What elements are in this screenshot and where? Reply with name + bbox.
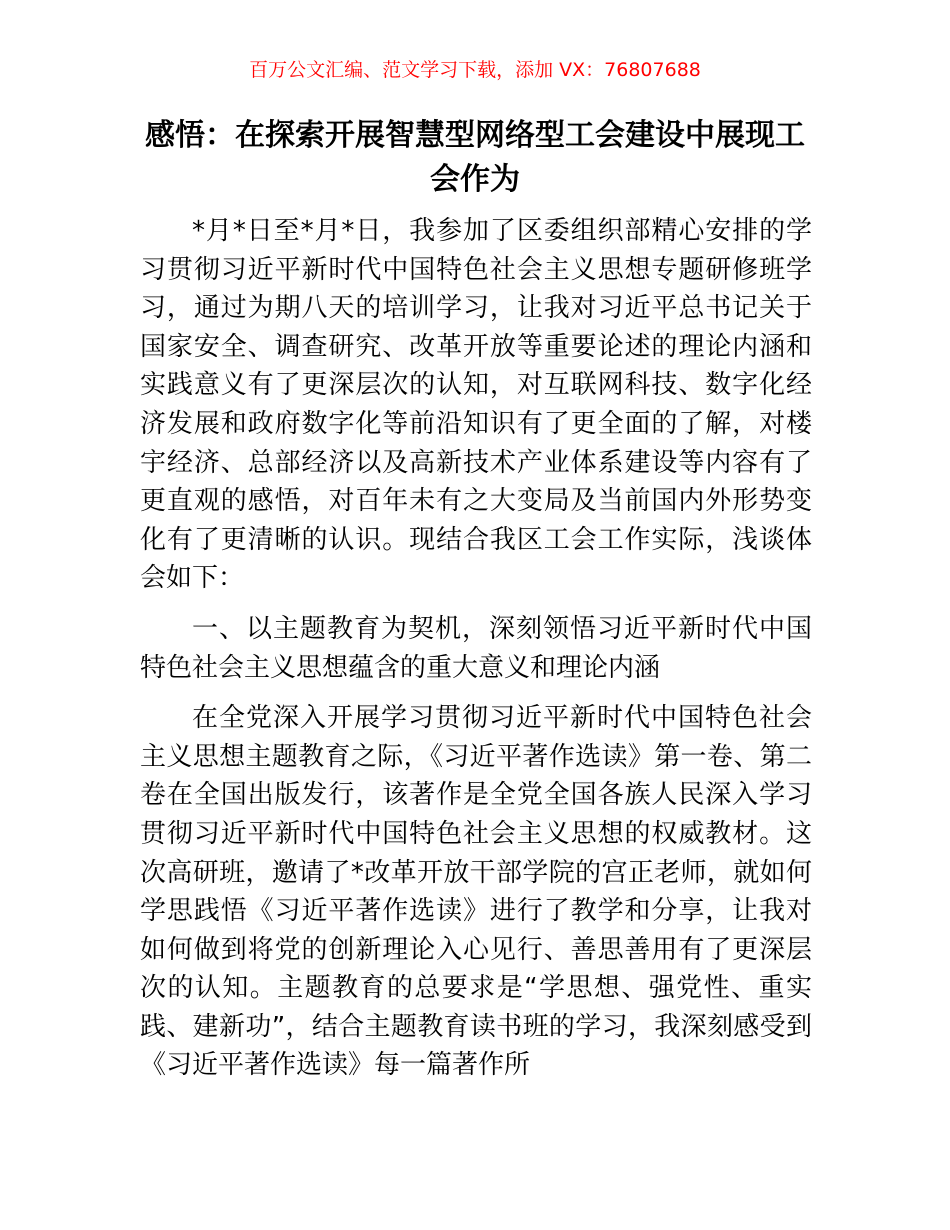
document-title: 感悟：在探索开展智慧型网络型工会建设中展现工会作为	[145, 118, 805, 197]
document-body	[140, 212, 812, 1081]
paragraph-intro: *月*日至*月*日，我参加了区委组织部精心安排的学习贯彻习近平新时代中国特色社会主义思想专题研修班学习，通过为期八天的培训学习，让我对习近平总书记关于国家安全、调查研究、改革开放等重要论述的理论内涵和实践意义有了更深层次的认知，对互联网科技、数字化经济发展和政府数字化等前沿知识有了更全面的了解，对楼宇经济、总部经济以及高新技术产业体系建设等内容有了更直观的感悟，对百年未有之大变局及当前国内外形势变化有了更清晰的认识。现结合我区工会工作实际，浅谈体会如下：	[140, 216, 812, 594]
section-heading: 一、以主题教育为契机，深刻领悟习近平新时代中国特色社会主义思想蕴含的重大意义和理论内涵	[140, 613, 812, 683]
header-banner: 百万公文汇编、范文学习下载，添加 VX：76807688	[249, 59, 701, 81]
paragraph-body: 在全党深入开展学习贯彻习近平新时代中国特色社会主义思想主题教育之际，《习近平著作选读》第一卷、第二卷在全国出版发行，该著作是全党全国各族人民深入学习贯彻习近平新时代中国特色社会主义思想的权威教材。这次高研班，邀请了*改革开放干部学院的宫正老师，就如何学思践悟《习近平著作选读》进行了教学和分享，让我对如何做到将党的创新理论入心见行、善思善用有了更深层次的认知。主题教育的总要求是“学思想、强党性、重实践、建新功”，结合主题教育读书班的学习，我深刻感受到《习近平著作选读》每一篇著作所	[140, 703, 812, 1081]
